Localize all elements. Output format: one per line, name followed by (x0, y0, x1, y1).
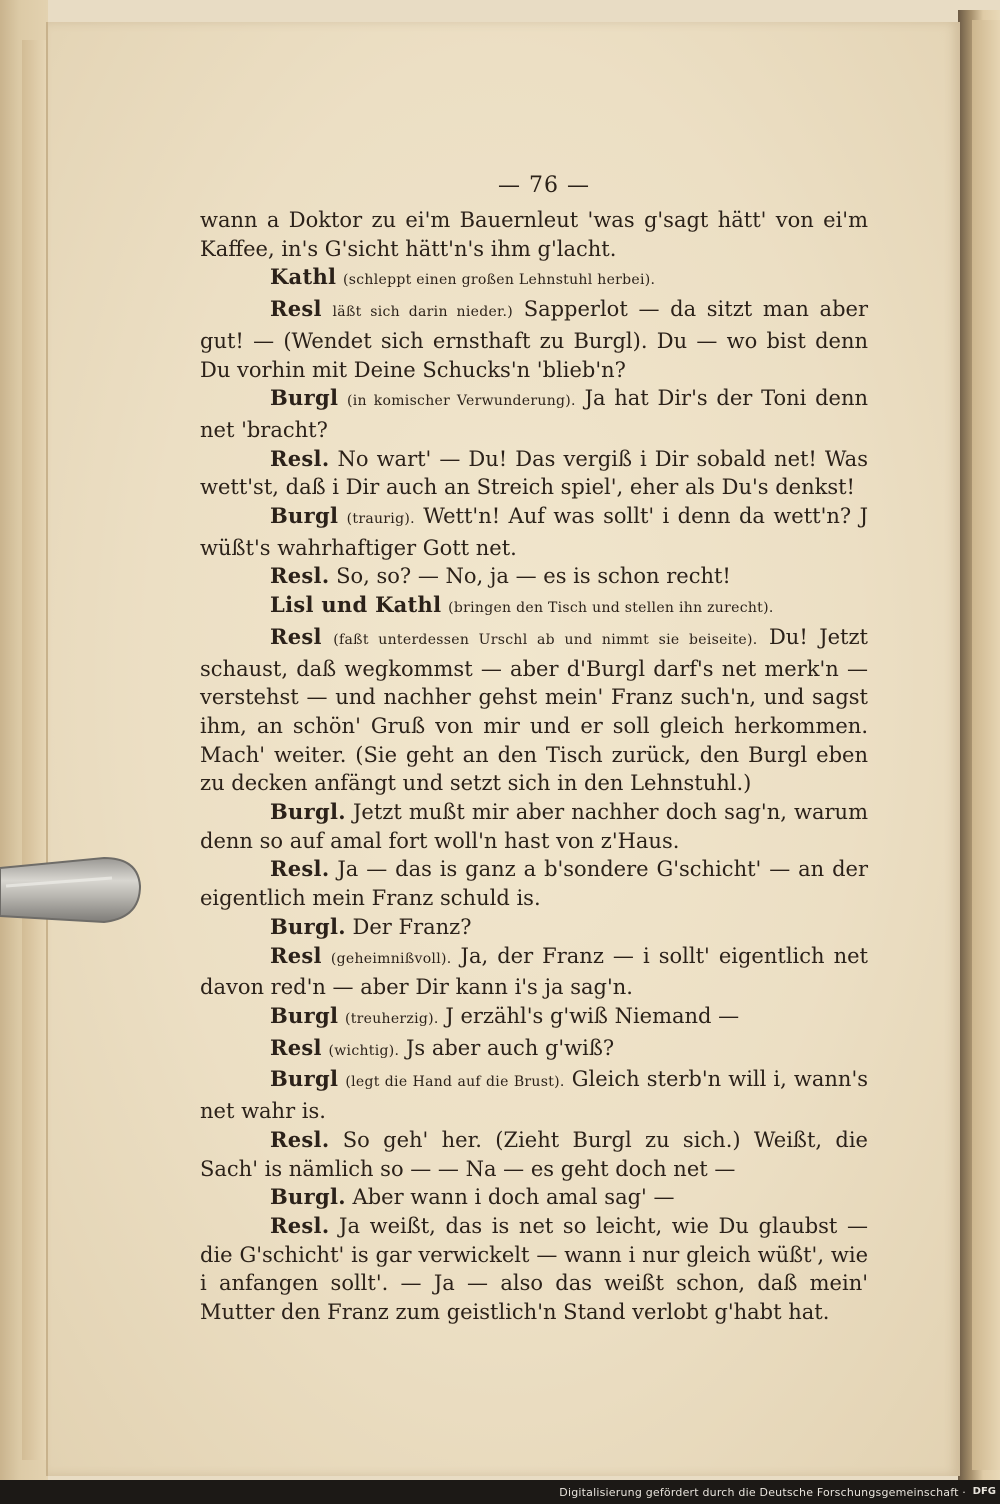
paragraph (200, 913, 868, 942)
stage-direction: (traurig). (346, 511, 415, 528)
paragraph (200, 1065, 868, 1125)
dfg-logo: DFG (972, 1486, 996, 1497)
paragraph (200, 1034, 868, 1066)
speaker-name: Burgl (270, 385, 339, 411)
dialogue-text: Aber wann i doch amal sag' — (352, 1185, 675, 1210)
digitization-note: Digitalisierung gefördert durch die Deutsche Forschungsgemeinschaft · (559, 1486, 966, 1499)
paragraph (200, 1183, 868, 1212)
paragraph (200, 295, 868, 384)
dialogue-text: Der Franz? (352, 914, 472, 939)
paragraph (200, 384, 868, 444)
stage-direction: (faßt unterdessen Urschl ab und nimmt sie beiseite). (333, 631, 758, 648)
dialogue-text: Ja — das is ganz a b'sondere G'schicht' — an der eigentlich mein Franz schuld is. (200, 857, 868, 911)
paragraph (200, 263, 868, 295)
speaker-name: Burgl. (270, 913, 346, 939)
dialogue-text: J erzähl's g'wiß Niemand — (445, 1003, 740, 1028)
paragraph (200, 1126, 868, 1183)
dialogue-text: So geh' her. (Zieht Burgl zu sich.) Weißt, die Sach' is nämlich so — — Na — es geht doch net — (200, 1127, 868, 1181)
stage-direction: (in komischer Verwunderung). (347, 393, 576, 410)
speaker-name: Resl (270, 296, 322, 322)
speaker-name: Burgl. (270, 1184, 346, 1210)
speaker-name: Burgl (270, 1002, 339, 1028)
paragraph (200, 502, 868, 562)
dialogue-text: No wart' — Du! Das vergiß i Dir sobald net! Was wett'st, daß i Dir auch an Streich spiel', eher als Du's denkst! (200, 446, 868, 500)
dialogue-text: Ja weißt, das is net so leicht, wie Du glaubst — die G'schicht' is gar verwickelt — wann i nur gleich wüßt', wie i anfangen sollt'. — Ja — also das weißt schon, daß mein' Mutter den Franz zum geistlich'n Stand verlobt g'habt hat. (200, 1213, 868, 1325)
paragraph (200, 798, 868, 855)
speaker-name: Burgl. (270, 799, 346, 825)
speaker-name: Resl (270, 1034, 322, 1060)
paragraph (200, 942, 868, 1002)
speaker-name: Lisl und Kathl (270, 592, 442, 618)
dialogue-text: Jetzt mußt mir aber nachher doch sag'n, warum denn so auf amal fort woll'n hast von z'Haus. (200, 800, 868, 853)
stage-direction: (bringen den Tisch und stellen ihn zurecht). (448, 600, 774, 617)
dialogue-text: Wett'n! Auf was sollt' i denn da wett'n? J wüßt's wahrhaftiger Gott net. (200, 504, 868, 560)
paragraph (200, 623, 868, 798)
dialogue-text: Ja, der Franz — i sollt' eigentlich net davon red'n — aber Dir kann i's ja sag'n. (200, 943, 868, 1000)
book-left-pages (22, 40, 49, 1460)
text-body (200, 206, 868, 1327)
speaker-name: Resl (270, 623, 322, 649)
stage-direction: (geheimnißvoll). (330, 950, 452, 967)
stage-direction: (legt die Hand auf die Brust). (345, 1074, 565, 1091)
paragraph (200, 206, 868, 263)
speaker-name: Resl. (270, 856, 330, 882)
page-content (200, 168, 868, 1327)
speaker-name: Resl. (270, 445, 330, 471)
paragraph (200, 562, 868, 591)
stage-direction: (treuherzig). (344, 1010, 439, 1027)
paragraph (200, 445, 868, 502)
speaker-name: Kathl (270, 264, 337, 290)
page-clip-icon (0, 838, 146, 938)
stage-direction: läßt sich darin nieder.) (332, 304, 514, 321)
page-number: — 76 — (498, 173, 590, 198)
dialogue-text: Sapperlot — da sitzt man aber gut! — (Wendet sich ernsthaft zu Burgl). Du — wo bist denn Du vorhin mit Deine Schucks'n 'blieb'n? (200, 297, 868, 382)
speaker-name: Resl (270, 942, 322, 968)
paragraph (200, 591, 868, 623)
dialogue-text: Gleich sterb'n will i, wann's net wahr is. (200, 1067, 868, 1124)
paragraph (200, 855, 868, 912)
dialogue-text: So, so? — No, ja — es is schon recht! (336, 564, 731, 589)
speaker-name: Burgl (270, 503, 339, 529)
dialogue-text: Ja hat Dir's der Toni denn net 'bracht? (200, 386, 869, 442)
speaker-name: Burgl (270, 1066, 339, 1092)
stage-direction: (schleppt einen großen Lehnstuhl herbei). (343, 272, 656, 289)
speaker-name: Resl. (270, 1126, 330, 1152)
speaker-name: Resl. (270, 1212, 330, 1238)
paragraph (200, 1002, 868, 1034)
dialogue-text: Js aber auch g'wiß? (405, 1035, 615, 1060)
dialogue-text: wann a Doktor zu ei'm Bauernleut 'was g'sagt hätt' von ei'm Kaffee, in's G'sicht hätt'n's ihm g'lacht. (200, 208, 868, 261)
paragraph (200, 1212, 868, 1327)
speaker-name: Resl. (270, 563, 330, 589)
stage-direction: (wichtig). (328, 1042, 400, 1059)
book-right-pages (972, 20, 1000, 1470)
dialogue-text: Du! Jetzt schaust, daß wegkommst — aber d'Burgl darf's net merk'n — verstehst — und nachher gehst mein' Franz such'n, und sagst ihm, an schön' Gruß von mir und er soll gleich herkommen. Mach' weiter. (Sie geht an den Tisch zurück, den Burgl eben zu decken anfängt und setzt sich in den Lehnstuhl.) (200, 624, 869, 796)
